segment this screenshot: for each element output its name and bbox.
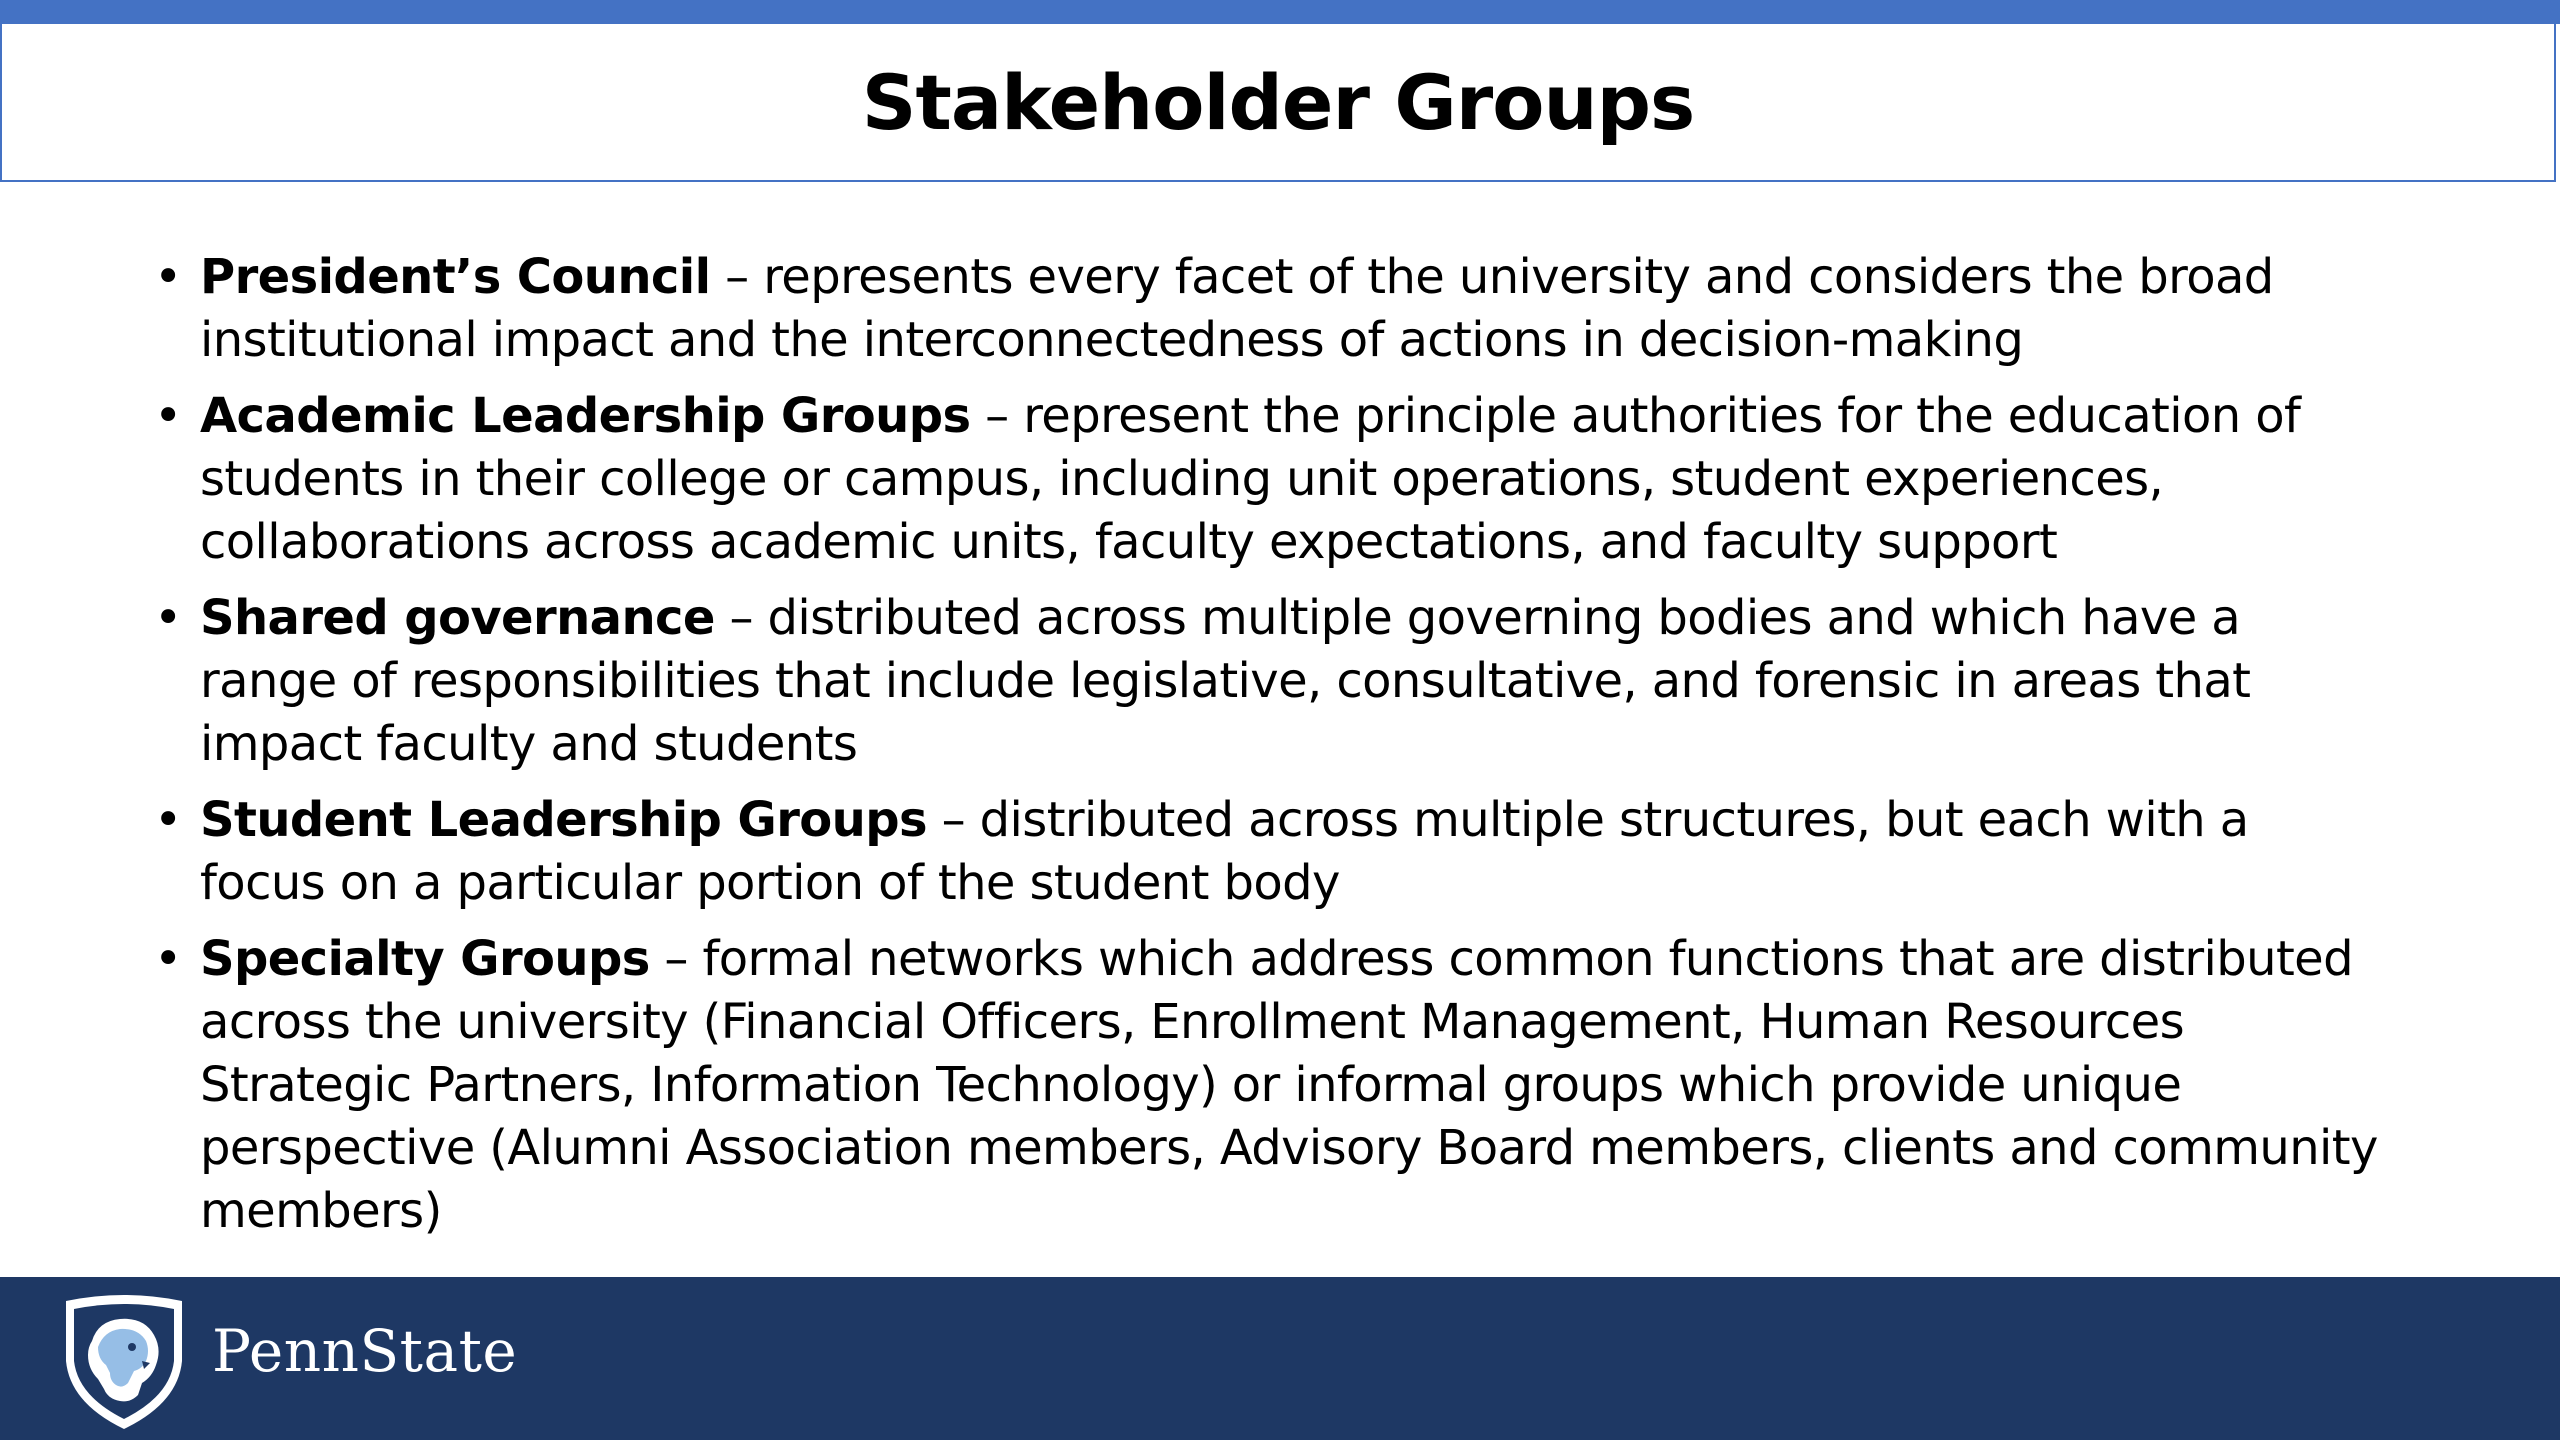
bullet-text: – distributed across multiple governing bodies and which have a range of responsibilities that include legislative, consultative, and forensic in areas that impact faculty and students [200,590,2251,772]
bullet-term: Academic Leadership Groups [200,388,971,444]
bullet-dot-icon: • [154,590,182,646]
bullet-term: Specialty Groups [200,931,650,987]
bullet-text: – represent the principle authorities for the education of students in their college or campus, including unit operations, student experiences, collaborations across academic units, faculty expectations, and faculty support [200,388,2301,570]
bullet-dot-icon: • [154,792,182,848]
bullet-term: Student Leadership Groups [200,792,927,848]
bullet-item-shared-governance [150,587,2380,776]
bullet-dot-icon: • [154,249,182,305]
bullet-text: – formal networks which address common functions that are distributed across the university (Financial Officers, Enrollment Management, Human Resources Strategic Partners, Information Technology) or informal groups which provide unique perspective (Alumni Association members, Advisory Board members, clients and community members) [200,931,2378,1239]
bullet-item-student-leadership-groups [150,789,2380,915]
pennstate-wordmark: PennState [212,1317,518,1385]
title-box [0,24,2556,182]
bullet-item-presidents-council [150,246,2380,372]
slide-content [150,246,2380,1256]
bullet-dot-icon: • [154,931,182,987]
nittany-lion-shield-icon [58,1291,190,1431]
bullet-dot-icon: • [154,388,182,444]
top-accent-bar [0,0,2560,24]
bullet-item-specialty-groups [150,928,2380,1243]
slide-title: Stakeholder Groups [861,57,1695,147]
bullet-item-academic-leadership-groups [150,385,2380,574]
bullet-list [150,246,2380,1243]
bullet-text: – distributed across multiple structures, but each with a focus on a particular portion of the student body [200,792,2249,911]
bullet-term: Shared governance [200,590,715,646]
bullet-text: – represents every facet of the university and considers the broad institutional impact and the interconnectedness of actions in decision-making [200,249,2274,368]
bullet-term: President’s Council [200,249,711,305]
footer-bar [0,1277,2560,1440]
